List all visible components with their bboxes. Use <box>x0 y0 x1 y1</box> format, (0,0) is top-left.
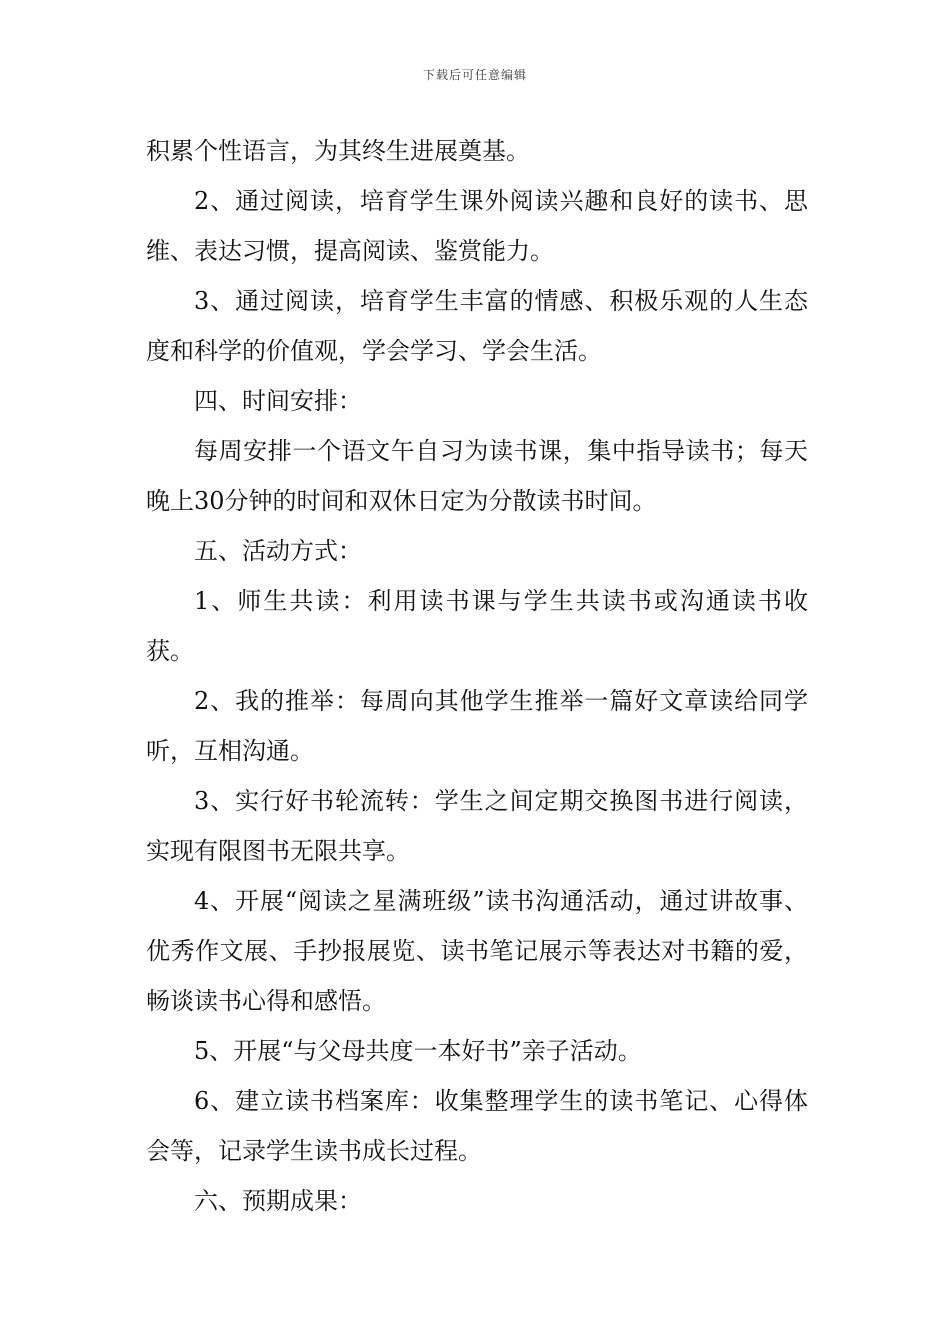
paragraph: 3、通过阅读，培育学生丰富的情感、积极乐观的人生态度和科学的价值观，学会学习、学会生活。 <box>146 287 808 365</box>
paragraph: 2、通过阅读，培育学生课外阅读兴趣和良好的读书、思维、表达习惯，提高阅读、鉴赏能力。 <box>146 187 808 265</box>
paragraph: 4、开展“阅读之星满班级”读书沟通活动，通过讲故事、优秀作文展、手抄报展览、读书笔记展示等表达对书籍的爱，畅谈读书心得和感悟。 <box>146 887 808 1015</box>
paragraph: 5、开展“与父母共度一本好书”亲子活动。 <box>194 1037 642 1065</box>
paragraph: 每周安排一个语文午自习为读书课，集中指导读书；每天晚上30分钟的时间和双休日定为分散读书时间。 <box>146 437 808 515</box>
section-heading: 五、活动方式： <box>194 537 362 565</box>
paragraph: 3、实行好书轮流转：学生之间定期交换图书进行阅读，实现有限图书无限共享。 <box>146 787 808 865</box>
page-header: 下载后可任意编辑 <box>422 68 527 82</box>
paragraph: 积累个性语言，为其终生进展奠基。 <box>146 137 530 165</box>
document-body <box>146 126 808 1226</box>
section-heading: 四、时间安排： <box>194 387 362 415</box>
paragraph: 6、建立读书档案库：收集整理学生的读书笔记、心得体会等，记录学生读书成长过程。 <box>146 1087 808 1165</box>
paragraph: 1、师生共读：利用读书课与学生共读书或沟通读书收获。 <box>146 587 808 665</box>
paragraph: 2、我的推举：每周向其他学生推举一篇好文章读给同学听，互相沟通。 <box>146 687 808 765</box>
section-heading: 六、预期成果： <box>194 1187 362 1215</box>
